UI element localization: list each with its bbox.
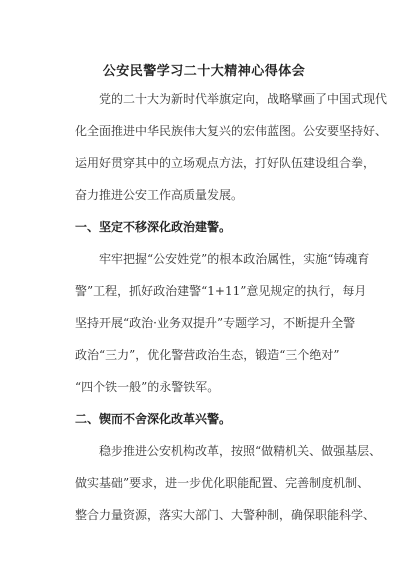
section-heading-1: 一、坚定不移深化政治建警。: [75, 220, 232, 234]
paragraph-3-line-1: 稳步推进公安机构改革，按照“做精机关、做强基层、: [99, 444, 382, 458]
paragraph-2-line-2: 警”工程，抓好政治建警“1+11”意见规定的执行，每月: [75, 284, 367, 298]
paragraph-3-line-2: 做实基础”要求，进一步优化职能配置、完善制度机制、: [75, 476, 370, 490]
paragraph-1-line-4: 奋力推进公安工作高质量发展。: [75, 188, 244, 202]
section-heading-2: 二、锲而不舍深化改革兴警。: [75, 412, 232, 426]
paragraph-1-line-3: 运用好贯穿其中的立场观点方法，打好队伍建设组合拳，: [75, 156, 376, 170]
paragraph-2-line-3: 坚持开展“政治·业务双提升”专题学习，不断提升全警: [75, 316, 356, 330]
paragraph-1-line-2: 化全面推进中华民族伟大复兴的宏伟蓝图。公安要坚持好、: [75, 124, 388, 138]
paragraph-3-line-3: 整合力量资源，落实大部门、大警种制，确保职能科学、: [75, 508, 376, 522]
paragraph-2-line-5: “四个铁一般”的永警铁军。: [75, 380, 220, 394]
paragraph-2-line-1: 牢牢把握“公安姓党”的根本政治属性，实施“铸魂育: [99, 252, 370, 266]
paragraph-1-line-1: 党的二十大为新时代举旗定向，战略擘画了中国式现代: [99, 92, 388, 106]
paragraph-2-line-4: 政治“三力”，优化警营政治生态，锻造“三个绝对”: [75, 348, 340, 362]
document-title: 公安民警学习二十大精神心得体会: [102, 64, 306, 79]
